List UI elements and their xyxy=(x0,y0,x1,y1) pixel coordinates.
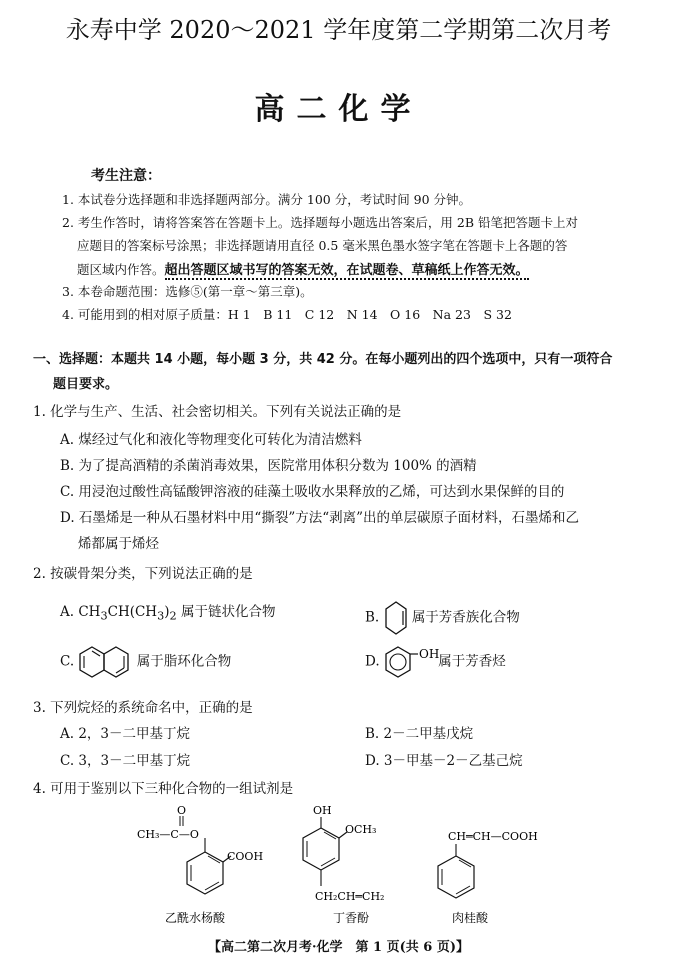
notice-item-1: 1. 本试卷分选择题和非选择题两部分。满分 100 分，考试时间 90 分钟。 xyxy=(62,192,472,207)
q3-stem: 3. 下列烷烃的系统命名中，正确的是 xyxy=(33,700,253,716)
notice-item-2-cont: 应题目的答案标号涂黑；非选择题请用直径 0.5 毫米黑色墨水签字笔在答题卡上各题的答 xyxy=(77,238,568,253)
allyl-label: CH₂CH═CH₂ xyxy=(315,890,385,903)
och3-label: OCH₃ xyxy=(345,823,377,836)
compound-name-2: 丁香酚 xyxy=(333,911,370,925)
q1-option-c: C. 用浸泡过酸性高锰酸钾溶液的硅藻土吸收水果释放的乙烯，可达到水果保鲜的目的 xyxy=(60,484,565,500)
q2-option-d: D. OH 属于芳香烃 xyxy=(365,645,506,679)
compound-name-3: 肉桂酸 xyxy=(452,911,489,925)
notice-item-3: 3. 本卷命题范围：选修⑤(第一章～第三章)。 xyxy=(62,284,313,299)
exam-title: 永寿中学 2020～2021 学年度第二学期第二次月考 xyxy=(65,16,612,44)
q1-option-b: B. 为了提高酒精的杀菌消毒效果，医院常用体积分数为 100% 的酒精 xyxy=(60,458,477,474)
acetyl-label: CH₃—C—O xyxy=(137,828,199,841)
notice-emphasis: 超出答题区域书写的答案无效，在试题卷、草稿纸上作答无效。 xyxy=(164,263,529,278)
q3-option-a: A. 2，3－二甲基丁烷 xyxy=(60,726,191,742)
section-heading-cont: 题目要求。 xyxy=(53,377,119,392)
oh-group-label: OH xyxy=(313,804,332,817)
carbonyl-o-label: O xyxy=(177,804,187,817)
acrylic-chain-label: CH═CH—COOH xyxy=(448,830,538,843)
q2-stem: 2. 按碳骨架分类，下列说法正确的是 xyxy=(33,566,253,582)
notice-heading: 考生注意： xyxy=(91,168,161,184)
eugenol-structure xyxy=(285,800,415,930)
compound-name-1: 乙酰水杨酸 xyxy=(165,911,226,925)
notice-item-2: 2. 考生作答时，请将答案答在答题卡上。选择题每小题选出答案后，用 2B 铅笔把答题卡上对 xyxy=(62,215,578,230)
q2-option-b: B. 属于芳香族化合物 xyxy=(365,600,520,636)
q2-option-a: A. $CH_3CH(CH_3)_2$ 属于链状化合物 xyxy=(60,604,276,623)
phenol-icon xyxy=(384,645,440,679)
naphthalene-icon xyxy=(78,645,132,679)
aspirin-structure xyxy=(135,800,275,930)
q1-option-a: A. 煤经过气化和液化等物理变化可转化为清洁燃料 xyxy=(60,432,362,448)
q3-option-b: B. 2－二甲基戊烷 xyxy=(365,726,474,742)
section-heading: 一、选择题：本题共 14 小题，每小题 3 分，共 42 分。在每小题列出的四个选项中，只有一项符合 xyxy=(33,352,613,367)
subject-title: 高二化学 xyxy=(254,92,423,127)
q3-option-d: D. 3－甲基－2－乙基己烷 xyxy=(365,753,523,769)
cinnamic-acid-structure xyxy=(430,818,570,930)
q3-option-c: C. 3，3－二甲基丁烷 xyxy=(60,753,191,769)
cyclohexene-icon xyxy=(384,600,408,636)
oh-label: OH xyxy=(418,647,440,661)
notice-text: 题区域内作答。 xyxy=(77,262,165,277)
notice-item-2-cont2 xyxy=(77,259,529,278)
notice-item-4: 4. 可能用到的相对原子质量：H 1 B 11 C 12 N 14 O 16 Na 23 S 32 xyxy=(62,307,512,322)
q1-stem: 1. 化学与生产、生活、社会密切相关。下列有关说法正确的是 xyxy=(33,404,402,420)
q2-option-c: C. 属于脂环化合物 xyxy=(60,645,231,679)
page-footer: 【高二第二次月考·化学 第 1 页(共 6 页)】 xyxy=(207,940,470,955)
cooh-label: COOH xyxy=(227,850,264,863)
q1-option-d-cont: 烯都属于烯烃 xyxy=(78,536,159,552)
q1-option-d: D. 石墨烯是一种从石墨材料中用“撕裂”方法“剥离”出的单层碳原子面材料，石墨烯和乙 xyxy=(60,510,580,526)
q4-stem: 4. 可用于鉴别以下三种化合物的一组试剂是 xyxy=(33,781,294,797)
